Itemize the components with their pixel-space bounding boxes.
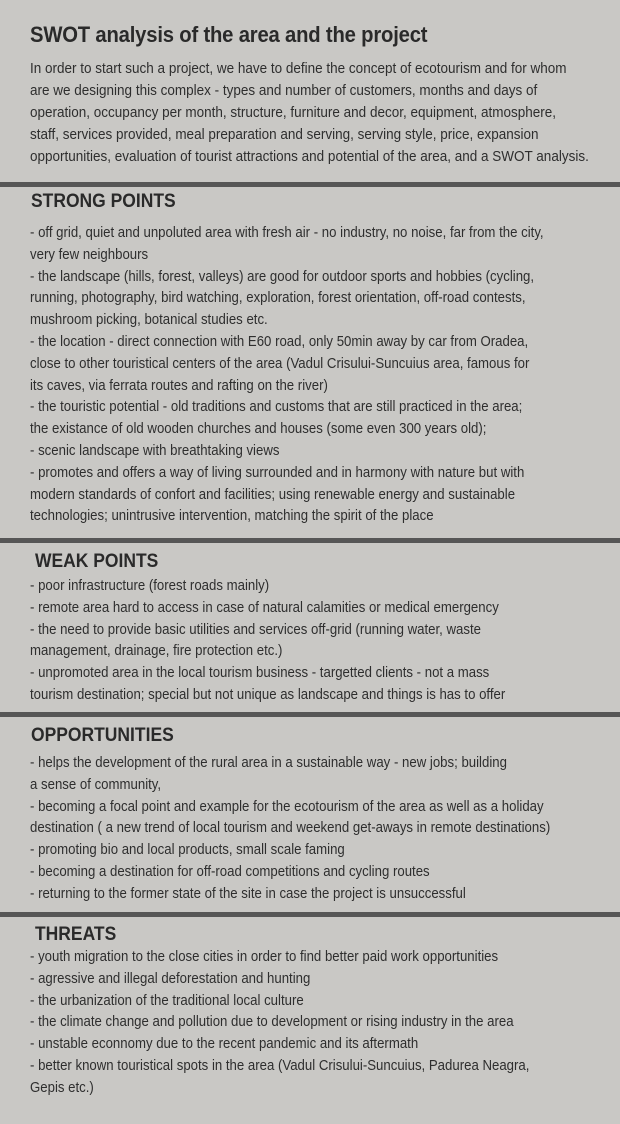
list-item: modern standards of confort and facilities; using renewable energy and sustainable <box>30 485 516 503</box>
list-item: Gepis etc.) <box>30 1078 94 1096</box>
section-divider <box>0 538 620 543</box>
list-item: - helps the development of the rural area in a sustainable way - new jobs; building <box>30 754 507 771</box>
list-item: management, drainage, fire protection etc.) <box>30 642 283 660</box>
list-item: very few neighbours <box>30 245 149 263</box>
intro-line: In order to start such a project, we have to define the concept of ecotourism and for whom <box>30 60 567 77</box>
intro-paragraph <box>30 58 588 168</box>
list-item: - poor infrastructure (forest roads mainly) <box>30 577 270 594</box>
strong-points-heading: STRONG POINTS <box>31 191 176 212</box>
list-item: - off grid, quiet and unpoluted area with fresh air - no industry, no noise, far from the city, <box>30 224 544 241</box>
list-item: - better known touristical spots in the area (Vadul Crisului-Suncuius, Padurea Neagra, <box>30 1056 530 1074</box>
threats-heading: THREATS <box>35 924 117 945</box>
section-divider <box>0 912 620 917</box>
list-item: - the climate change and pollution due to development or rising industry in the area <box>30 1013 514 1031</box>
list-item: destination ( a new trend of local tourism and weekend get-aways in remote destinations) <box>30 819 551 837</box>
list-item: - the landscape (hills, forest, valleys) are good for outdoor sports and hobbies (cycling, <box>30 267 535 285</box>
list-item: technologies; unintrusive intervention, matching the spirit of the place <box>30 507 434 525</box>
list-item: - agressive and illegal deforestation and hunting <box>30 969 311 987</box>
list-item: - the touristic potential - old traditions and customs that are still practiced in the area; <box>30 398 523 416</box>
list-item: a sense of community, <box>30 775 162 793</box>
list-item: - remote area hard to access in case of natural calamities or medical emergency <box>30 598 499 616</box>
strong-points-list <box>30 222 544 527</box>
section-divider <box>0 712 620 717</box>
list-item: close to other touristical centers of the area (Vadul Crisului-Suncuius area, famous for <box>30 354 530 372</box>
page-title: SWOT analysis of the area and the project <box>30 22 428 47</box>
section-divider <box>0 182 620 187</box>
list-item: - becoming a destination for off-road competitions and cycling routes <box>30 862 430 880</box>
list-item: - unstable econnomy due to the recent pandemic and its aftermath <box>30 1035 419 1053</box>
list-item: - promoting bio and local products, small scale faming <box>30 841 345 859</box>
list-item: tourism destination; special but not unique as landscape and things is has to offer <box>30 685 506 703</box>
list-item: - the need to provide basic utilities and services off-grid (running water, waste <box>30 620 481 638</box>
list-item: - returning to the former state of the site in case the project is unsuccessful <box>30 884 466 902</box>
weak-points-heading: WEAK POINTS <box>35 551 159 572</box>
list-item: running, photography, bird watching, exploration, forest orientation, off-road contests, <box>30 289 526 307</box>
list-item: - the urbanization of the traditional local culture <box>30 991 304 1009</box>
list-item: - unpromoted area in the local tourism business - targetted clients - not a mass <box>30 664 490 682</box>
threats-list <box>30 946 529 1099</box>
opportunities-list <box>30 752 550 905</box>
list-item: its caves, via ferrata routes and rafting on the river) <box>30 376 328 394</box>
list-item: - scenic landscape with breathtaking views <box>30 441 280 459</box>
opportunities-heading: OPPORTUNITIES <box>31 725 174 746</box>
list-item: the existance of old wooden churches and houses (some even 300 years old); <box>30 420 487 438</box>
weak-points-list <box>30 575 505 706</box>
list-item: - the location - direct connection with E60 road, only 50min away by car from Oradea, <box>30 332 529 350</box>
intro-line: operation, occupancy per month, structure, furniture and decor, equipment, atmosphere, <box>30 104 557 121</box>
intro-line: staff, services provided, meal preparation and serving, serving style, price, expansion <box>30 126 539 143</box>
list-item: - becoming a focal point and example for the ecotourism of the area as well as a holiday <box>30 797 544 815</box>
list-item: mushroom picking, botanical studies etc. <box>30 311 268 329</box>
intro-line: are we designing this complex - types and number of customers, months and days of <box>30 82 538 99</box>
list-item: - promotes and offers a way of living surrounded and in harmony with nature but with <box>30 463 525 481</box>
intro-line: opportunities, evaluation of tourist attractions and potential of the area, and a SWOT analysis. <box>30 148 589 165</box>
list-item: - youth migration to the close cities in order to find better paid work opportunities <box>30 948 499 965</box>
